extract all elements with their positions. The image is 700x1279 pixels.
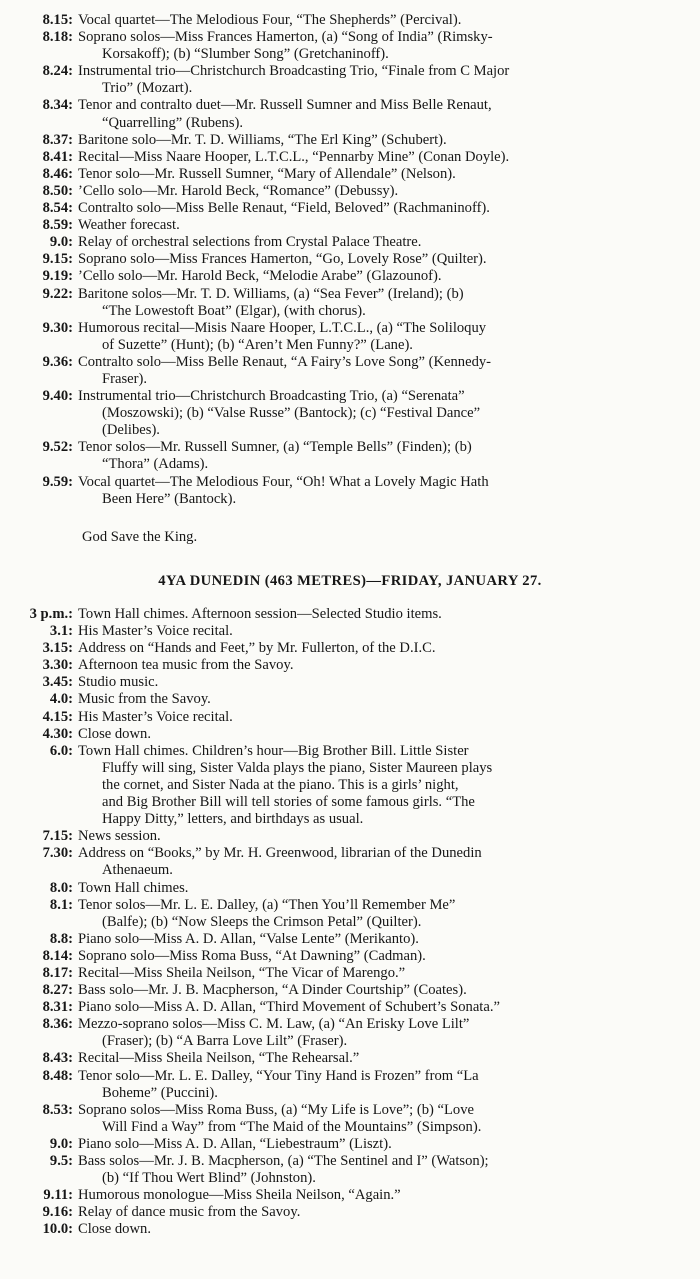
entry-description xyxy=(78,880,700,897)
entry-description xyxy=(78,286,700,320)
entry-line: Humorous recital—Misis Naare Hooper, L.T.C.L., (a) “The Soliloquy xyxy=(78,319,487,336)
program-entry xyxy=(0,200,700,217)
entry-line: Weather forecast. xyxy=(78,217,180,234)
entry-continuation-line: and Big Brother Bill will tell stories of some famous girls. “The xyxy=(102,794,475,811)
entry-time: 9.11: xyxy=(43,1187,73,1204)
program-entry xyxy=(0,931,700,948)
entry-line: Baritone solos—Mr. T. D. Williams, (a) “Sea Fever” (Ireland); (b) xyxy=(78,285,464,302)
entry-description xyxy=(78,1153,700,1187)
entry-continuation-line: (Delibes). xyxy=(102,422,160,439)
entry-description xyxy=(78,97,700,131)
entry-line: Bass solos—Mr. J. B. Macpherson, (a) “The Sentinel and I” (Watson); xyxy=(78,1153,489,1169)
entry-description xyxy=(78,691,700,708)
program-entry xyxy=(0,999,700,1016)
entry-time: 8.59: xyxy=(42,217,73,234)
entry-time: 3.15: xyxy=(42,640,73,657)
entry-description xyxy=(78,29,700,63)
entry-continuation-line: of Suzette” (Hunt); (b) “Aren’t Men Funny?” (Lane). xyxy=(102,336,413,353)
entry-description xyxy=(78,948,700,965)
entry-continuation-line: Trio” (Mozart). xyxy=(102,80,193,97)
program-entry xyxy=(0,1153,700,1187)
entry-description xyxy=(78,828,700,845)
entry-time: 9.19: xyxy=(42,268,73,285)
program-entry xyxy=(0,897,700,931)
entry-time: 9.36: xyxy=(42,353,73,370)
program-entry xyxy=(0,268,700,285)
program-entry xyxy=(0,12,700,29)
program-entry xyxy=(0,234,700,251)
entry-continuation-line: Fraser). xyxy=(102,370,147,387)
entry-line: Humorous monologue—Miss Sheila Neilson, “Again.” xyxy=(78,1187,401,1204)
entry-line: Bass solo—Mr. J. B. Macpherson, “A Dinder Courtship” (Coates). xyxy=(78,982,467,999)
entry-time: 7.15: xyxy=(42,828,73,845)
entry-time: 6.0: xyxy=(49,742,73,759)
entry-line: Tenor solo—Mr. Russell Sumner, “Mary of Allendale” (Nelson). xyxy=(78,165,456,182)
entry-description xyxy=(78,965,700,982)
entry-line: Relay of orchestral selections from Crystal Palace Theatre. xyxy=(78,234,422,251)
program-entry xyxy=(0,388,700,439)
entry-line: Address on “Hands and Feet,” by Mr. Fullerton, of the D.I.C. xyxy=(78,640,436,657)
entry-description xyxy=(78,931,700,948)
entry-time: 8.37: xyxy=(42,131,73,148)
entry-time: 8.8: xyxy=(49,930,73,947)
entry-line: Soprano solos—Miss Roma Buss, (a) “My Life is Love”; (b) “Love xyxy=(78,1101,474,1118)
program-entry xyxy=(0,474,700,508)
entry-time: 8.0: xyxy=(49,879,73,896)
entry-time: 8.24: xyxy=(42,63,73,80)
entry-description xyxy=(78,200,700,217)
program-entry xyxy=(0,880,700,897)
entry-time: 8.46: xyxy=(42,165,73,182)
program-entry xyxy=(0,1136,700,1153)
entry-line: Soprano solo—Miss Frances Hamerton, “Go, Lovely Rose” (Quilter). xyxy=(78,251,487,268)
entry-time: 9.40: xyxy=(42,388,73,405)
program-entry xyxy=(0,1068,700,1102)
entry-time: 8.27: xyxy=(42,982,73,999)
program-entry xyxy=(0,63,700,97)
entry-line: His Master’s Voice recital. xyxy=(78,623,233,640)
entry-description xyxy=(78,640,700,657)
entry-line: ’Cello solo—Mr. Harold Beck, “Romance” (Debussy). xyxy=(78,182,399,199)
program-entry xyxy=(0,606,700,623)
entry-time: 8.50: xyxy=(42,182,73,199)
program-entry xyxy=(0,726,700,743)
entry-line: Studio music. xyxy=(78,674,159,691)
entry-time: 9.30: xyxy=(42,319,73,336)
entry-time: 8.41: xyxy=(42,148,73,165)
entry-description xyxy=(78,1187,700,1204)
program-entry xyxy=(0,149,700,166)
program-christchurch-evening xyxy=(0,12,700,508)
entry-description xyxy=(78,149,700,166)
entry-time: 8.18: xyxy=(42,29,73,46)
entry-continuation-line: “The Lowestoft Boat” (Elgar), (with chorus). xyxy=(102,302,366,319)
entry-line: Soprano solo—Miss Roma Buss, “At Dawning” (Cadman). xyxy=(78,947,426,964)
entry-line: News session. xyxy=(78,828,161,845)
entry-description xyxy=(78,320,700,354)
station-heading-4ya-dunedin: 4YA DUNEDIN (463 METRES)—FRIDAY, JANUARY 27. xyxy=(158,573,542,589)
entry-line: Afternoon tea music from the Savoy. xyxy=(78,657,294,674)
entry-time: 8.31: xyxy=(42,999,73,1016)
entry-line: Piano solo—Miss A. D. Allan, “Valse Lente” (Merikanto). xyxy=(78,930,419,947)
entry-description xyxy=(78,63,700,97)
entry-line: Close down. xyxy=(78,725,151,742)
entry-description xyxy=(78,1204,700,1221)
entry-continuation-line: (Balfe); (b) “Now Sleeps the Crimson Petal” (Quilter). xyxy=(102,913,422,930)
entry-description xyxy=(78,606,700,623)
entry-time: 8.54: xyxy=(42,200,73,217)
entry-description xyxy=(78,726,700,743)
entry-continuation-line: Been Here” (Bantock). xyxy=(102,490,237,507)
entry-description xyxy=(78,897,700,931)
entry-time: 8.15: xyxy=(42,12,73,28)
entry-time: 4.0: xyxy=(49,691,73,708)
entry-description xyxy=(78,709,700,726)
entry-line: Contralto solo—Miss Belle Renaut, “Field, Beloved” (Rachmaninoff). xyxy=(78,200,490,217)
program-entry xyxy=(0,743,700,828)
entry-line: Address on “Books,” by Mr. H. Greenwood, librarian of the Dunedin xyxy=(78,845,482,862)
entry-description xyxy=(78,1050,700,1067)
entry-line: Tenor solos—Mr. L. E. Dalley, (a) “Then You’ll Remember Me” xyxy=(78,896,456,913)
entry-description xyxy=(78,1102,700,1136)
entry-time: 9.0: xyxy=(49,234,73,251)
program-entry xyxy=(0,286,700,320)
entry-description xyxy=(78,674,700,691)
entry-time: 9.59: xyxy=(42,473,73,490)
entry-line: Tenor solos—Mr. Russell Sumner, (a) “Temple Bells” (Finden); (b) xyxy=(78,439,472,456)
entry-line: Piano solo—Miss A. D. Allan, “Liebestraum” (Liszt). xyxy=(78,1135,392,1152)
program-entry xyxy=(0,439,700,473)
entry-description xyxy=(78,657,700,674)
entry-line: Mezzo-soprano solos—Miss C. M. Law, (a) “An Erisky Love Lilt” xyxy=(78,1016,470,1033)
entry-description xyxy=(78,132,700,149)
entry-line: Vocal quartet—The Melodious Four, “Oh! What a Lovely Magic Hath xyxy=(78,473,489,490)
entry-line: Tenor solo—Mr. L. E. Dalley, “Your Tiny Hand is Frozen” from “La xyxy=(78,1067,479,1084)
program-entry xyxy=(0,1187,700,1204)
entry-continuation-line: (Fraser); (b) “A Barra Love Lilt” (Fraser). xyxy=(102,1033,348,1050)
entry-line: Contralto solo—Miss Belle Renaut, “A Fairy’s Love Song” (Kennedy- xyxy=(78,353,492,370)
entry-continuation-line: (Moszowski); (b) “Valse Russe” (Bantock); (c) “Festival Dance” xyxy=(102,405,481,422)
entry-line: Vocal quartet—The Melodious Four, “The Shepherds” (Percival). xyxy=(78,12,462,28)
entry-line: Tenor and contralto duet—Mr. Russell Sumner and Miss Belle Renaut, xyxy=(78,97,492,114)
entry-time: 9.22: xyxy=(42,285,73,302)
entry-description xyxy=(78,845,700,879)
entry-time: 8.53: xyxy=(42,1101,73,1118)
entry-continuation-line: Boheme” (Puccini). xyxy=(102,1084,218,1101)
entry-line: Town Hall chimes. xyxy=(78,879,189,896)
entry-line: Recital—Miss Naare Hooper, L.T.C.L., “Pennarby Mine” (Conan Doyle). xyxy=(78,148,510,165)
entry-line: Recital—Miss Sheila Neilson, “The Rehearsal.” xyxy=(78,1050,360,1067)
entry-time: 3.45: xyxy=(42,674,73,691)
entry-continuation-line: (b) “If Thou Wert Blind” (Johnston). xyxy=(102,1170,316,1187)
entry-time: 8.17: xyxy=(42,964,73,981)
program-entry xyxy=(0,828,700,845)
entry-time: 3 p.m.: xyxy=(29,606,73,622)
entry-time: 8.43: xyxy=(42,1050,73,1067)
entry-continuation-line: “Thora” (Adams). xyxy=(102,456,209,473)
entry-time: 8.1: xyxy=(49,896,73,913)
program-entry xyxy=(0,657,700,674)
entry-line: Instrumental trio—Christchurch Broadcasting Trio, “Finale from C Major xyxy=(78,63,510,80)
program-entry xyxy=(0,948,700,965)
program-entry xyxy=(0,29,700,63)
entry-line: Town Hall chimes. Afternoon session—Selected Studio items. xyxy=(78,606,442,622)
entry-line: ’Cello solo—Mr. Harold Beck, “Melodie Arabe” (Glazounof). xyxy=(78,268,442,285)
entry-line: Soprano solos—Miss Frances Hamerton, (a) “Song of India” (Rimsky- xyxy=(78,29,493,46)
program-entry xyxy=(0,982,700,999)
program-entry xyxy=(0,1204,700,1221)
entry-continuation-line: “Quarrelling” (Rubens). xyxy=(102,114,244,131)
entry-time: 4.15: xyxy=(42,708,73,725)
entry-description xyxy=(78,982,700,999)
closing-line: God Save the King. xyxy=(82,529,198,545)
entry-description xyxy=(78,388,700,439)
entry-time: 9.0: xyxy=(49,1135,73,1152)
program-entry xyxy=(0,709,700,726)
entry-description xyxy=(78,1068,700,1102)
entry-description xyxy=(78,1016,700,1050)
program-entry xyxy=(0,623,700,640)
entry-description xyxy=(78,623,700,640)
entry-time: 9.5: xyxy=(49,1153,73,1169)
entry-description xyxy=(78,234,700,251)
entry-description xyxy=(78,183,700,200)
entry-line: Relay of dance music from the Savoy. xyxy=(78,1204,301,1221)
program-entry xyxy=(0,1102,700,1136)
program-entry xyxy=(0,640,700,657)
entry-continuation-line: Will Find a Way” from “The Maid of the Mountains” (Simpson). xyxy=(102,1118,482,1135)
program-entry xyxy=(0,1016,700,1050)
entry-time: 8.34: xyxy=(42,97,73,114)
program-entry xyxy=(0,251,700,268)
entry-description xyxy=(78,439,700,473)
entry-continuation-line: Athenaeum. xyxy=(102,862,173,879)
entry-description xyxy=(78,268,700,285)
entry-continuation-line: Fluffy will sing, Sister Valda plays the piano, Sister Maureen plays xyxy=(102,759,493,776)
program-entry xyxy=(0,132,700,149)
entry-time: 10.0: xyxy=(42,1221,73,1238)
program-entry xyxy=(0,845,700,879)
entry-description xyxy=(78,217,700,234)
program-entry xyxy=(0,183,700,200)
entry-time: 7.30: xyxy=(42,845,73,862)
program-entry xyxy=(0,965,700,982)
program-entry xyxy=(0,1050,700,1067)
entry-description xyxy=(78,743,700,828)
entry-line: Recital—Miss Sheila Neilson, “The Vicar of Marengo.” xyxy=(78,964,406,981)
entry-time: 9.15: xyxy=(42,251,73,268)
program-entry xyxy=(0,674,700,691)
entry-line: Music from the Savoy. xyxy=(78,691,211,708)
entry-description xyxy=(78,999,700,1016)
program-entry xyxy=(0,1221,700,1238)
program-entry xyxy=(0,354,700,388)
entry-continuation-line: Korsakoff); (b) “Slumber Song” (Gretchaninoff). xyxy=(102,46,389,63)
entry-line: Town Hall chimes. Children’s hour—Big Brother Bill. Little Sister xyxy=(78,742,469,759)
program-entry xyxy=(0,691,700,708)
entry-description xyxy=(78,1136,700,1153)
program-entry xyxy=(0,320,700,354)
entry-description xyxy=(78,251,700,268)
entry-time: 9.52: xyxy=(42,439,73,456)
entry-time: 9.16: xyxy=(42,1204,73,1221)
entry-line: Piano solo—Miss A. D. Allan, “Third Movement of Schubert’s Sonata.” xyxy=(78,999,500,1016)
entry-line: His Master’s Voice recital. xyxy=(78,708,233,725)
entry-description xyxy=(78,354,700,388)
entry-time: 3.30: xyxy=(42,657,73,674)
entry-time: 4.30: xyxy=(42,725,73,742)
entry-continuation-line: the cornet, and Sister Nada at the piano. This is a girls’ night, xyxy=(102,776,459,793)
entry-description xyxy=(78,474,700,508)
program-entry xyxy=(0,97,700,131)
entry-description xyxy=(78,1221,700,1238)
program-entry xyxy=(0,217,700,234)
entry-description xyxy=(78,12,700,29)
entry-line: Instrumental trio—Christchurch Broadcasting Trio, (a) “Serenata” xyxy=(78,388,465,405)
program-4ya-dunedin xyxy=(0,606,700,1238)
entry-time: 3.1: xyxy=(49,623,73,640)
entry-time: 8.14: xyxy=(42,947,73,964)
entry-description xyxy=(78,166,700,183)
entry-time: 8.48: xyxy=(42,1067,73,1084)
entry-line: Close down. xyxy=(78,1221,151,1238)
entry-time: 8.36: xyxy=(42,1016,73,1033)
program-entry xyxy=(0,166,700,183)
entry-continuation-line: Happy Ditty,” letters, and birthdays as usual. xyxy=(102,811,364,828)
entry-line: Baritone solo—Mr. T. D. Williams, “The Erl King” (Schubert). xyxy=(78,131,447,148)
